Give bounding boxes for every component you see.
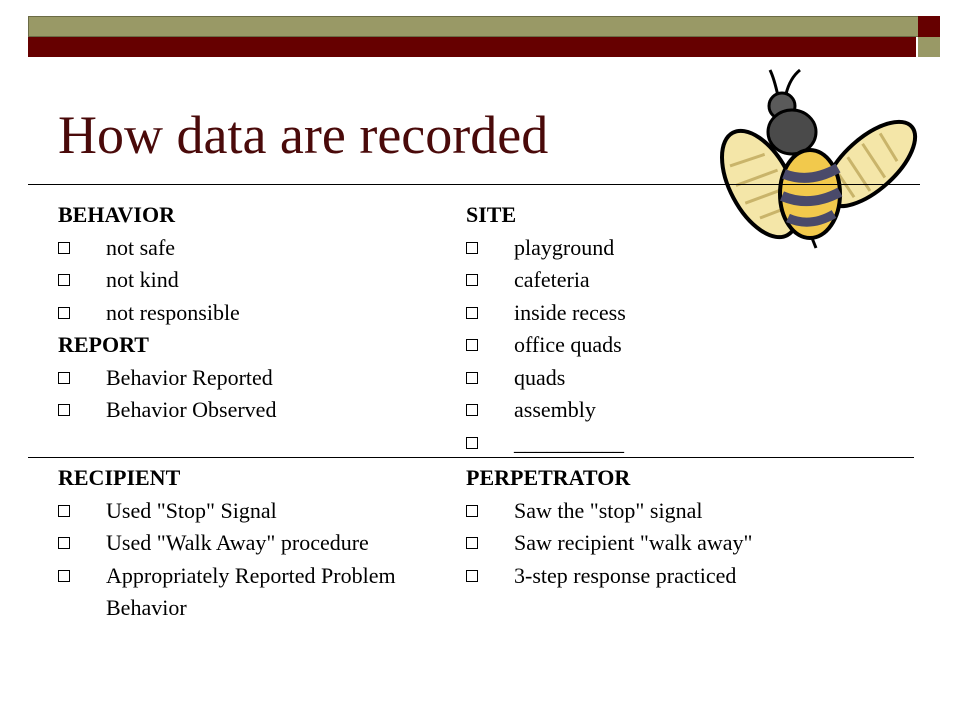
checkbox-bullet-icon [466, 427, 514, 460]
checkbox-bullet-icon [58, 527, 106, 560]
checkbox-bullet-icon [466, 362, 514, 395]
list-item: Used "Stop" Signal [58, 495, 458, 528]
list-item: Behavior Reported [58, 362, 438, 395]
list-item: cafeteria [466, 264, 846, 297]
perpetrator-column [466, 462, 886, 592]
checkbox-bullet-icon [58, 232, 106, 265]
checkbox-bullet-icon [58, 264, 106, 297]
recipient-heading: RECIPIENT [58, 465, 181, 490]
checkbox-bullet-icon [58, 394, 106, 427]
behavior-report-column [58, 199, 438, 427]
checkbox-bullet-icon [466, 297, 514, 330]
divider-top [28, 184, 920, 185]
checkbox-bullet-icon [466, 329, 514, 362]
slide-title: How data are recorded [58, 105, 549, 165]
list-item: office quads [466, 329, 846, 362]
list-item: not responsible [58, 297, 438, 330]
behavior-heading: BEHAVIOR [58, 202, 175, 227]
checkbox-bullet-icon [58, 297, 106, 330]
header-bar-red [28, 37, 916, 57]
checkbox-bullet-icon [466, 495, 514, 528]
list-item: Saw the "stop" signal [466, 495, 886, 528]
perpetrator-heading: PERPETRATOR [466, 465, 631, 490]
checkbox-bullet-icon [58, 560, 106, 625]
checkbox-bullet-icon [466, 394, 514, 427]
site-heading: SITE [466, 202, 517, 227]
list-item: not safe [58, 232, 438, 265]
list-item: Saw recipient "walk away" [466, 527, 886, 560]
report-heading: REPORT [58, 332, 149, 357]
checkbox-bullet-icon [58, 495, 106, 528]
list-item: Used "Walk Away" procedure [58, 527, 458, 560]
recipient-column [58, 462, 458, 625]
checkbox-bullet-icon [466, 527, 514, 560]
site-column [466, 199, 846, 459]
list-item: Appropriately Reported Problem Behavior [58, 560, 458, 625]
checkbox-bullet-icon [466, 560, 514, 593]
header-corner-square [918, 16, 940, 37]
list-item: assembly [466, 394, 846, 427]
list-item: inside recess [466, 297, 846, 330]
list-item: __________ [466, 427, 846, 460]
checkbox-bullet-icon [58, 362, 106, 395]
checkbox-bullet-icon [466, 232, 514, 265]
list-item: 3-step response practiced [466, 560, 886, 593]
list-item: not kind [58, 264, 438, 297]
list-item: Behavior Observed [58, 394, 438, 427]
checkbox-bullet-icon [466, 264, 514, 297]
header-corner-small [918, 37, 940, 57]
header-bar-olive [28, 16, 940, 37]
list-item: quads [466, 362, 846, 395]
list-item: playground [466, 232, 846, 265]
